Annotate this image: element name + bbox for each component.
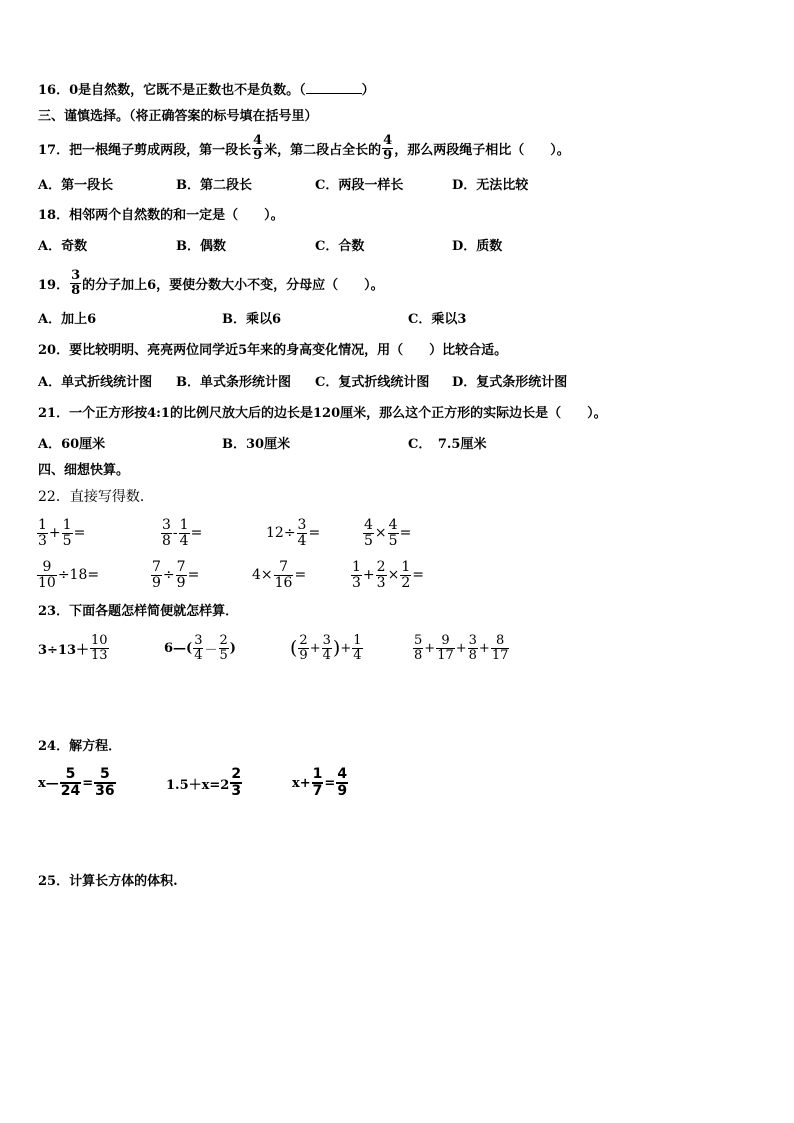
- expression-22-6: [150, 557, 199, 593]
- fraction: [388, 518, 399, 548]
- expression-23-2: [164, 628, 236, 668]
- operator: +: [455, 640, 467, 656]
- numerator: 2: [376, 558, 386, 575]
- numerator: 3: [322, 632, 331, 648]
- fraction: [363, 518, 374, 548]
- question-17-text-2: 米，第二段占全长的: [264, 142, 382, 158]
- question-18: 18．相邻两个自然数的和一定是（ ）。: [38, 208, 284, 223]
- expression-22-7: [252, 557, 306, 593]
- numerator: 1: [353, 632, 362, 648]
- numerator: 7: [176, 558, 186, 575]
- expression-prefix: 3÷13＋: [38, 642, 90, 658]
- question-20: 20．要比较明明、亮亮两位同学近5年来的身高变化情况，用（ ）比较合适。: [38, 343, 508, 358]
- operator: －: [204, 642, 218, 658]
- fraction: [94, 767, 115, 798]
- option-c[interactable]: C．合数: [315, 239, 365, 254]
- denominator: 9: [152, 574, 161, 591]
- paren-close: ）: [361, 83, 375, 98]
- equals-sign: =: [308, 525, 321, 541]
- question-25-title: 25．计算长方体的体积.: [38, 874, 178, 889]
- operator: ÷: [162, 567, 175, 583]
- option-d[interactable]: D．质数: [452, 239, 503, 254]
- fraction: [90, 634, 109, 662]
- equals-sign: =: [294, 567, 307, 583]
- option-a[interactable]: A．第一段长: [38, 178, 114, 193]
- numerator: 1: [38, 516, 47, 533]
- denominator: 4: [194, 647, 203, 663]
- numerator: 4: [364, 516, 373, 533]
- fraction: [400, 560, 411, 590]
- equals-sign: =: [412, 567, 424, 583]
- expression-prefix: 4×: [252, 567, 273, 583]
- operator: +: [478, 640, 490, 656]
- denominator: 3: [38, 532, 47, 549]
- denominator: 8: [162, 532, 171, 549]
- option-a[interactable]: A．加上6: [38, 312, 97, 327]
- option-c[interactable]: C． 7.5厘米: [408, 437, 487, 452]
- fraction: [60, 767, 81, 798]
- fraction: [376, 560, 387, 590]
- operator: +: [340, 640, 352, 656]
- fraction: [219, 634, 229, 662]
- numerator: 3: [468, 632, 477, 648]
- numerator: 3: [297, 516, 307, 533]
- equals-sign: =: [187, 567, 200, 583]
- option-b[interactable]: B．偶数: [176, 239, 226, 254]
- denominator: 9: [176, 574, 186, 591]
- fraction: [352, 634, 362, 662]
- option-b[interactable]: B．单式条形统计图: [176, 375, 291, 390]
- denominator: 3: [231, 783, 242, 799]
- option-b[interactable]: B．30厘米: [222, 437, 291, 452]
- equals-sign: =: [82, 775, 94, 791]
- numerator: 2: [299, 632, 308, 648]
- numerator: 3: [162, 516, 171, 533]
- numerator: 10: [91, 632, 108, 648]
- denominator: 9: [337, 783, 348, 799]
- denominator: 5: [62, 532, 72, 549]
- fraction: [230, 767, 242, 798]
- denominator: 8: [414, 647, 423, 663]
- operator: +: [48, 525, 61, 541]
- fraction: [436, 634, 455, 662]
- question-17-text-1: 17．把一根绳子剪成两段，第一段长: [38, 142, 252, 158]
- expression-22-5: [36, 557, 99, 593]
- numerator: 8: [491, 634, 510, 649]
- option-b[interactable]: B．乘以6: [222, 312, 282, 327]
- denominator: 4: [322, 647, 331, 663]
- fraction: [274, 560, 294, 590]
- fraction: [336, 767, 348, 798]
- denominator: 4: [297, 532, 307, 549]
- denominator: 9: [253, 147, 263, 163]
- option-d[interactable]: D．复式条形统计图: [452, 375, 568, 390]
- denominator: 10: [38, 574, 56, 591]
- expression-prefix: 1.5＋x=2: [166, 777, 230, 793]
- numerator: 4: [388, 516, 398, 533]
- equation-24-1: [38, 762, 117, 804]
- fraction: [37, 518, 48, 548]
- numerator: 1: [179, 516, 189, 533]
- operator: ×: [374, 525, 387, 541]
- numerator: 2: [219, 632, 228, 648]
- fraction: [37, 560, 57, 590]
- numerator: 9: [436, 634, 455, 649]
- question-17: [38, 130, 570, 166]
- expression-22-4: [362, 515, 411, 551]
- operator: +: [362, 567, 375, 583]
- denominator: 17: [437, 647, 454, 663]
- denominator: 8: [468, 647, 477, 663]
- denominator: 3: [376, 574, 386, 591]
- expression-prefix: 6—(: [164, 640, 193, 656]
- numerator: 5: [414, 632, 423, 648]
- expression-prefix: 12÷: [266, 525, 296, 541]
- fraction: [176, 560, 187, 590]
- operator: +: [309, 640, 321, 656]
- expression-23-4: [412, 628, 510, 668]
- question-23-title: 23．下面各题怎样简便就怎样算．: [38, 604, 239, 619]
- numerator: 3: [71, 267, 81, 283]
- option-a[interactable]: A．奇数: [38, 239, 88, 254]
- denominator: 24: [60, 783, 81, 799]
- question-19: [38, 265, 384, 301]
- fraction: [297, 518, 308, 548]
- question-22-title: 22．直接写得数．: [38, 489, 154, 505]
- expression-22-3: [266, 515, 320, 551]
- section-3-heading: 三、谨慎选择。（将正确答案的标号填在括号里）: [38, 109, 318, 124]
- option-a[interactable]: A．单式折线统计图: [38, 375, 153, 390]
- expression-22-8: [350, 557, 424, 593]
- equals-sign: =: [399, 525, 412, 541]
- option-c[interactable]: C．复式折线统计图: [315, 375, 430, 390]
- fraction: [491, 634, 510, 662]
- fraction: [468, 634, 478, 662]
- fraction: [179, 518, 190, 548]
- numerator: 1: [352, 558, 361, 575]
- numerator: 5: [60, 767, 81, 784]
- fraction: [252, 134, 263, 162]
- numerator: 4: [253, 132, 263, 148]
- numerator: 5: [94, 767, 115, 784]
- operator: -: [172, 525, 178, 541]
- equals-sign: =: [73, 525, 86, 541]
- equation-24-2: [166, 762, 243, 804]
- fraction: [70, 269, 81, 297]
- option-c[interactable]: C．乘以3: [408, 312, 467, 327]
- expression-23-1: [38, 628, 110, 668]
- expression-22-2: [160, 515, 202, 551]
- denominator: 7: [312, 783, 323, 799]
- expression-prefix: x+: [292, 775, 311, 791]
- question-16-text: 16．0是自然数，它既不是正数也不是负数。（: [38, 83, 306, 98]
- question-17-text-3: ，那么两段绳子相比（ ）。: [394, 142, 570, 158]
- numerator: 3: [194, 632, 203, 648]
- denominator: 4: [353, 647, 362, 663]
- answer-blank[interactable]: [306, 93, 362, 94]
- equation-24-3: [292, 762, 349, 804]
- denominator: 8: [71, 282, 81, 298]
- question-21: 21．一个正方形按4:1的比例尺放大后的边长是120厘米，那么这个正方形的实际边长是（ ）。: [38, 406, 607, 421]
- paren-close: ): [229, 640, 236, 656]
- paren-close: ): [332, 637, 341, 659]
- denominator: 9: [299, 647, 308, 663]
- fraction: [351, 560, 362, 590]
- question-19-number: 19．: [38, 277, 70, 293]
- option-d[interactable]: D．无法比较: [452, 178, 529, 193]
- denominator: 36: [95, 783, 115, 799]
- denominator: 3: [352, 574, 361, 591]
- fraction: [62, 518, 73, 548]
- numerator: 1: [312, 766, 323, 783]
- numerator: 2: [231, 766, 242, 783]
- fraction: [382, 134, 393, 162]
- question-16: [38, 82, 375, 100]
- denominator: 17: [491, 647, 509, 663]
- equals-sign: =: [190, 525, 203, 541]
- fraction: [161, 518, 172, 548]
- denominator: 5: [364, 532, 373, 549]
- numerator: 4: [337, 766, 348, 783]
- expression-prefix: x—: [38, 775, 59, 791]
- section-4-heading: 四、细想快算。: [38, 463, 130, 478]
- equals-sign: =: [324, 775, 336, 791]
- numerator: 1: [401, 558, 411, 575]
- denominator: 4: [179, 532, 189, 549]
- operator: +: [424, 640, 436, 656]
- option-c[interactable]: C．两段一样长: [315, 178, 404, 193]
- numerator: 1: [62, 516, 72, 533]
- numerator: 7: [274, 560, 294, 576]
- numerator: 7: [152, 558, 161, 575]
- denominator: 9: [383, 147, 393, 163]
- expression-suffix: ÷18=: [57, 567, 100, 583]
- question-24-title: 24．解方程．: [38, 739, 122, 754]
- numerator: 4: [383, 132, 393, 148]
- operator: ×: [387, 567, 400, 583]
- fraction: [322, 634, 332, 662]
- denominator: 2: [401, 574, 411, 591]
- option-a[interactable]: A．60厘米: [38, 437, 106, 452]
- denominator: 5: [388, 532, 398, 549]
- paren-open: (: [290, 637, 298, 659]
- numerator: 9: [37, 560, 57, 576]
- denominator: 5: [219, 647, 228, 663]
- fraction: [312, 767, 324, 798]
- denominator: 13: [91, 647, 108, 663]
- fraction: [193, 634, 203, 662]
- option-b[interactable]: B．第二段长: [176, 178, 252, 193]
- expression-23-3: [290, 628, 364, 668]
- question-19-text: 的分子加上6，要使分数大小不变，分母应（ ）。: [82, 277, 384, 293]
- fraction: [298, 634, 308, 662]
- expression-22-1: [36, 515, 85, 551]
- fraction: [413, 634, 423, 662]
- denominator: 16: [274, 574, 293, 591]
- fraction: [151, 560, 162, 590]
